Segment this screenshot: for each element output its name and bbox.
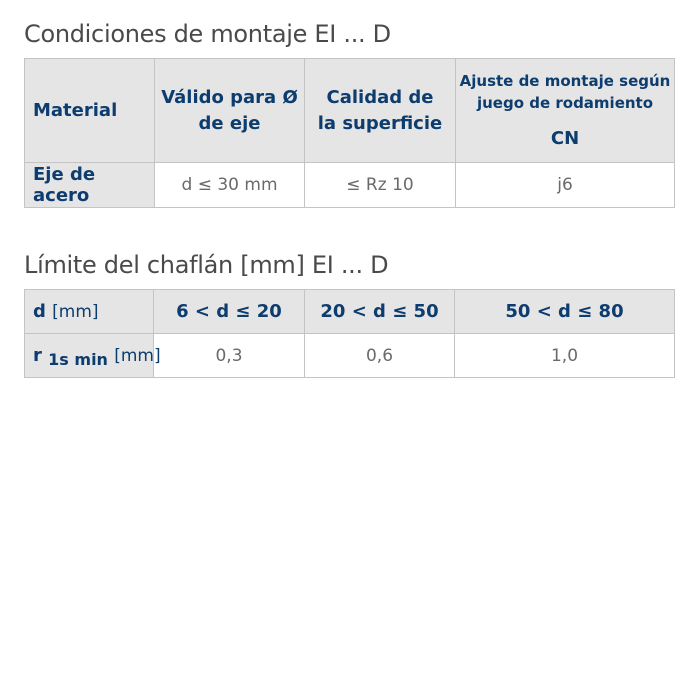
range-cell: 50 < d ≤ 80	[455, 290, 675, 334]
mounting-conditions-title: Condiciones de montaje EI ... D	[24, 20, 391, 48]
header-valid-line2: de eje	[198, 112, 261, 134]
table-header-row	[25, 59, 675, 163]
header-fit-clearance: CN	[550, 127, 580, 149]
table-row	[25, 163, 675, 208]
diameter-unit: [mm]	[52, 302, 99, 322]
chamfer-value-cell: 0,6	[305, 334, 455, 378]
row-label-steel-shaft: Eje de acero	[25, 163, 155, 208]
chamfer-unit: [mm]	[114, 346, 161, 366]
header-valid-diameter	[155, 59, 305, 163]
row-label-diameter	[25, 290, 154, 334]
header-fit-line2: juego de rodamiento	[476, 93, 654, 112]
mounting-conditions-table	[24, 58, 675, 208]
diameter-symbol: d	[33, 301, 46, 322]
header-surface-line2: la superficie	[317, 112, 443, 134]
range-cell: 6 < d ≤ 20	[154, 290, 305, 334]
chamfer-symbol: r	[33, 345, 42, 366]
chamfer-limit-table	[24, 289, 675, 378]
range-cell: 20 < d ≤ 50	[305, 290, 455, 334]
cell-fit: j6	[456, 163, 675, 208]
header-fit-line1: Ajuste de montaje según	[459, 71, 671, 90]
header-material: Material	[25, 59, 155, 163]
header-surface-quality	[305, 59, 456, 163]
chamfer-limit-title: Límite del chaflán [mm] EI ... D	[24, 251, 389, 279]
table-row	[25, 334, 675, 378]
cell-surface: ≤ Rz 10	[305, 163, 456, 208]
row-label-chamfer	[25, 334, 161, 378]
table-header-row	[25, 290, 675, 334]
chamfer-subscript: 1s min	[48, 350, 108, 369]
chamfer-value-cell: 1,0	[455, 334, 675, 378]
header-surface-line1: Calidad de	[326, 86, 434, 108]
header-valid-line1: Válido para Ø	[161, 86, 298, 108]
cell-diameter: d ≤ 30 mm	[155, 163, 305, 208]
chamfer-value-cell: 0,3	[154, 334, 305, 378]
header-mounting-fit	[456, 59, 675, 163]
